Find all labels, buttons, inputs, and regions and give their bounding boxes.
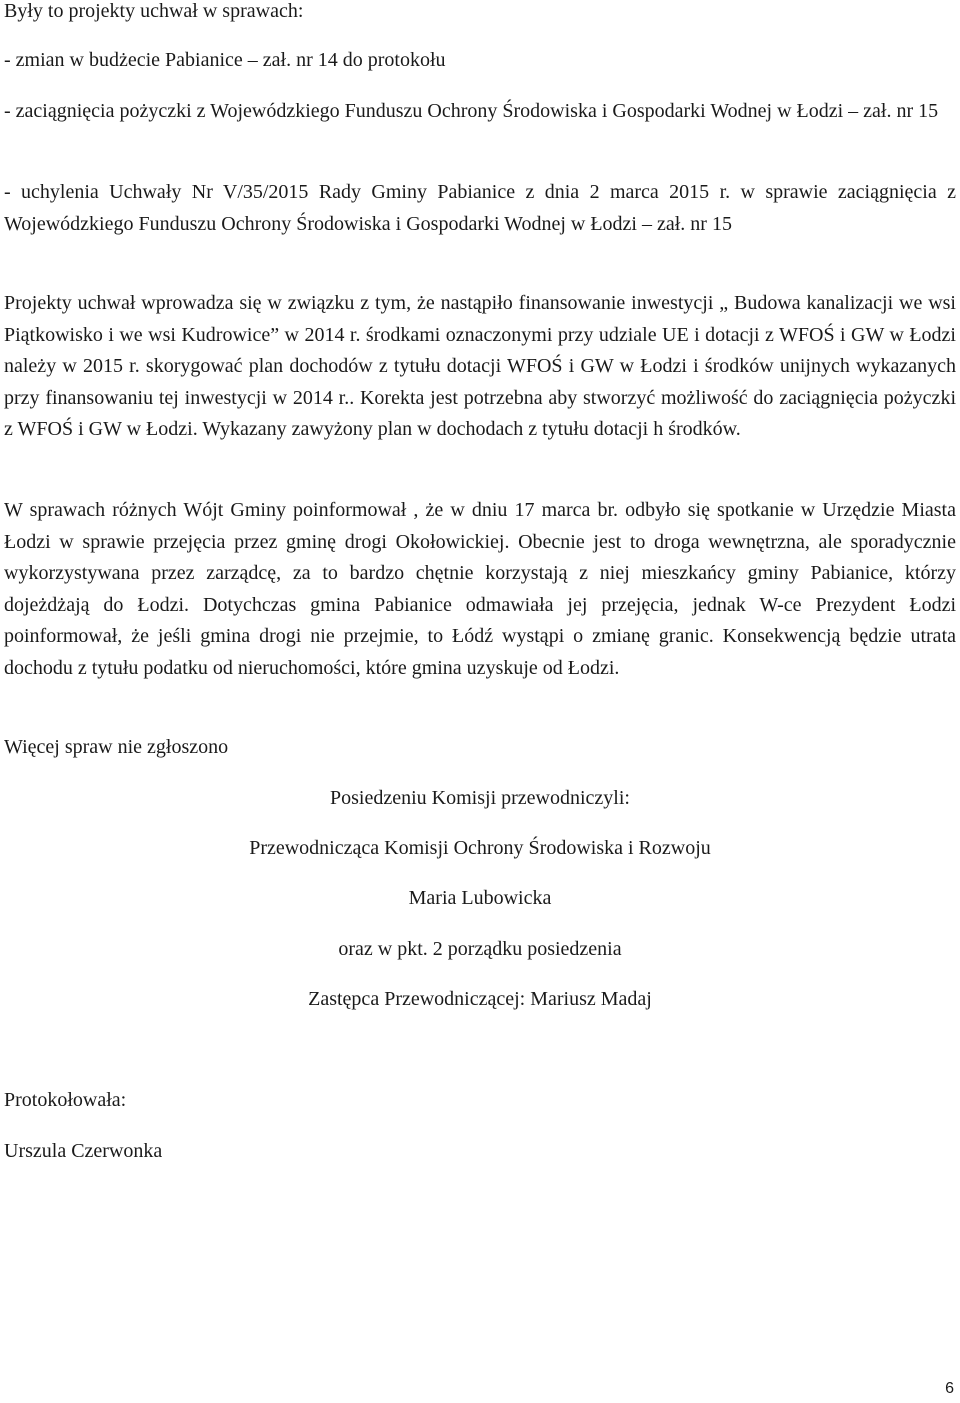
minutes-name: Urszula Czerwonka — [4, 1140, 163, 1162]
other-matters-paragraph: W sprawach różnych Wójt Gminy poinformował , że w dniu 17 marca br. odbyło się spotkanie w Urzędzie Miasta Łodzi w sprawie przejęcia przez gminę drogi Okołowickiej. Obecnie jest to droga wewnętrzna, ale sporadycznie wykorzystywana przez zarządcę, za to bardzo chętnie korzystają z niej mieszkańcy gminy Pabianice, którzy dojeżdżają do Łodzi. Dotychczas gmina Pabianice odmawiała jej przejęcia, jednak W-ce Prezydent Łodzi poinformował, że jeśli gmina drogi nie przejmie, to Łódź wystąpi o zmianę granic. Konsekwencją będzie utrata dochodu z tytułu podatku od nieruchomości, które gmina uzyskuje od Łodzi. — [4, 499, 956, 679]
item-budget: - zmian w budżecie Pabianice – zał. nr 14 do protokołu — [4, 49, 446, 71]
chair-role: Przewodnicząca Komisji Ochrony Środowiska i Rozwoju — [249, 837, 711, 859]
signature-connector: oraz w pkt. 2 porządku posiedzenia — [338, 938, 622, 960]
item-loan: - zaciągnięcia pożyczki z Wojewódzkiego Funduszu Ochrony Środowiska i Gospodarki Wodnej w Łodzi – zał. nr 15 — [4, 100, 939, 122]
page-number: 6 — [945, 1380, 954, 1397]
projects-paragraph: Projekty uchwał wprowadza się w związku z tym, że nastąpiło finansowanie inwestycji „ Budowa kanalizacji we wsi Piątkowisko i we wsi Kudrowice” w 2014 r. środkami oznaczonymi przy udziale UE i dotacji z WFOŚ i GW w Łodzi należy w 2015 r. skorygować plan dochodów z tytułu dotacji WFOŚ i GW w Łodzi i środków unijnych wykazanych przy finansowaniu tej inwestycji w 2014 r.. Korekta jest potrzebna aby stworzyć możliwość do zaciągnięcia pożyczki z WFOŚ i GW w Łodzi. Wykazany zawyżony plan w dochodach z tytułu dotacji h środków. — [4, 292, 956, 440]
item-repeal: - uchylenia Uchwały Nr V/35/2015 Rady Gminy Pabianice z dnia 2 marca 2015 r. w sprawie zaciągnięcia z Wojewódzkiego Funduszu Ochrony Środowiska i Gospodarki Wodnej w Łodzi – zał. nr 15 — [4, 181, 956, 235]
minutes-label: Protokołowała: — [4, 1089, 127, 1111]
signature-heading: Posiedzeniu Komisji przewodniczyli: — [330, 787, 630, 809]
chair-name: Maria Lubowicka — [408, 887, 552, 909]
no-more-matters: Więcej spraw nie zgłoszono — [4, 736, 229, 758]
intro-line: Były to projekty uchwał w sprawach: — [4, 0, 304, 22]
deputy-chair: Zastępca Przewodniczącej: Mariusz Madaj — [308, 988, 652, 1010]
